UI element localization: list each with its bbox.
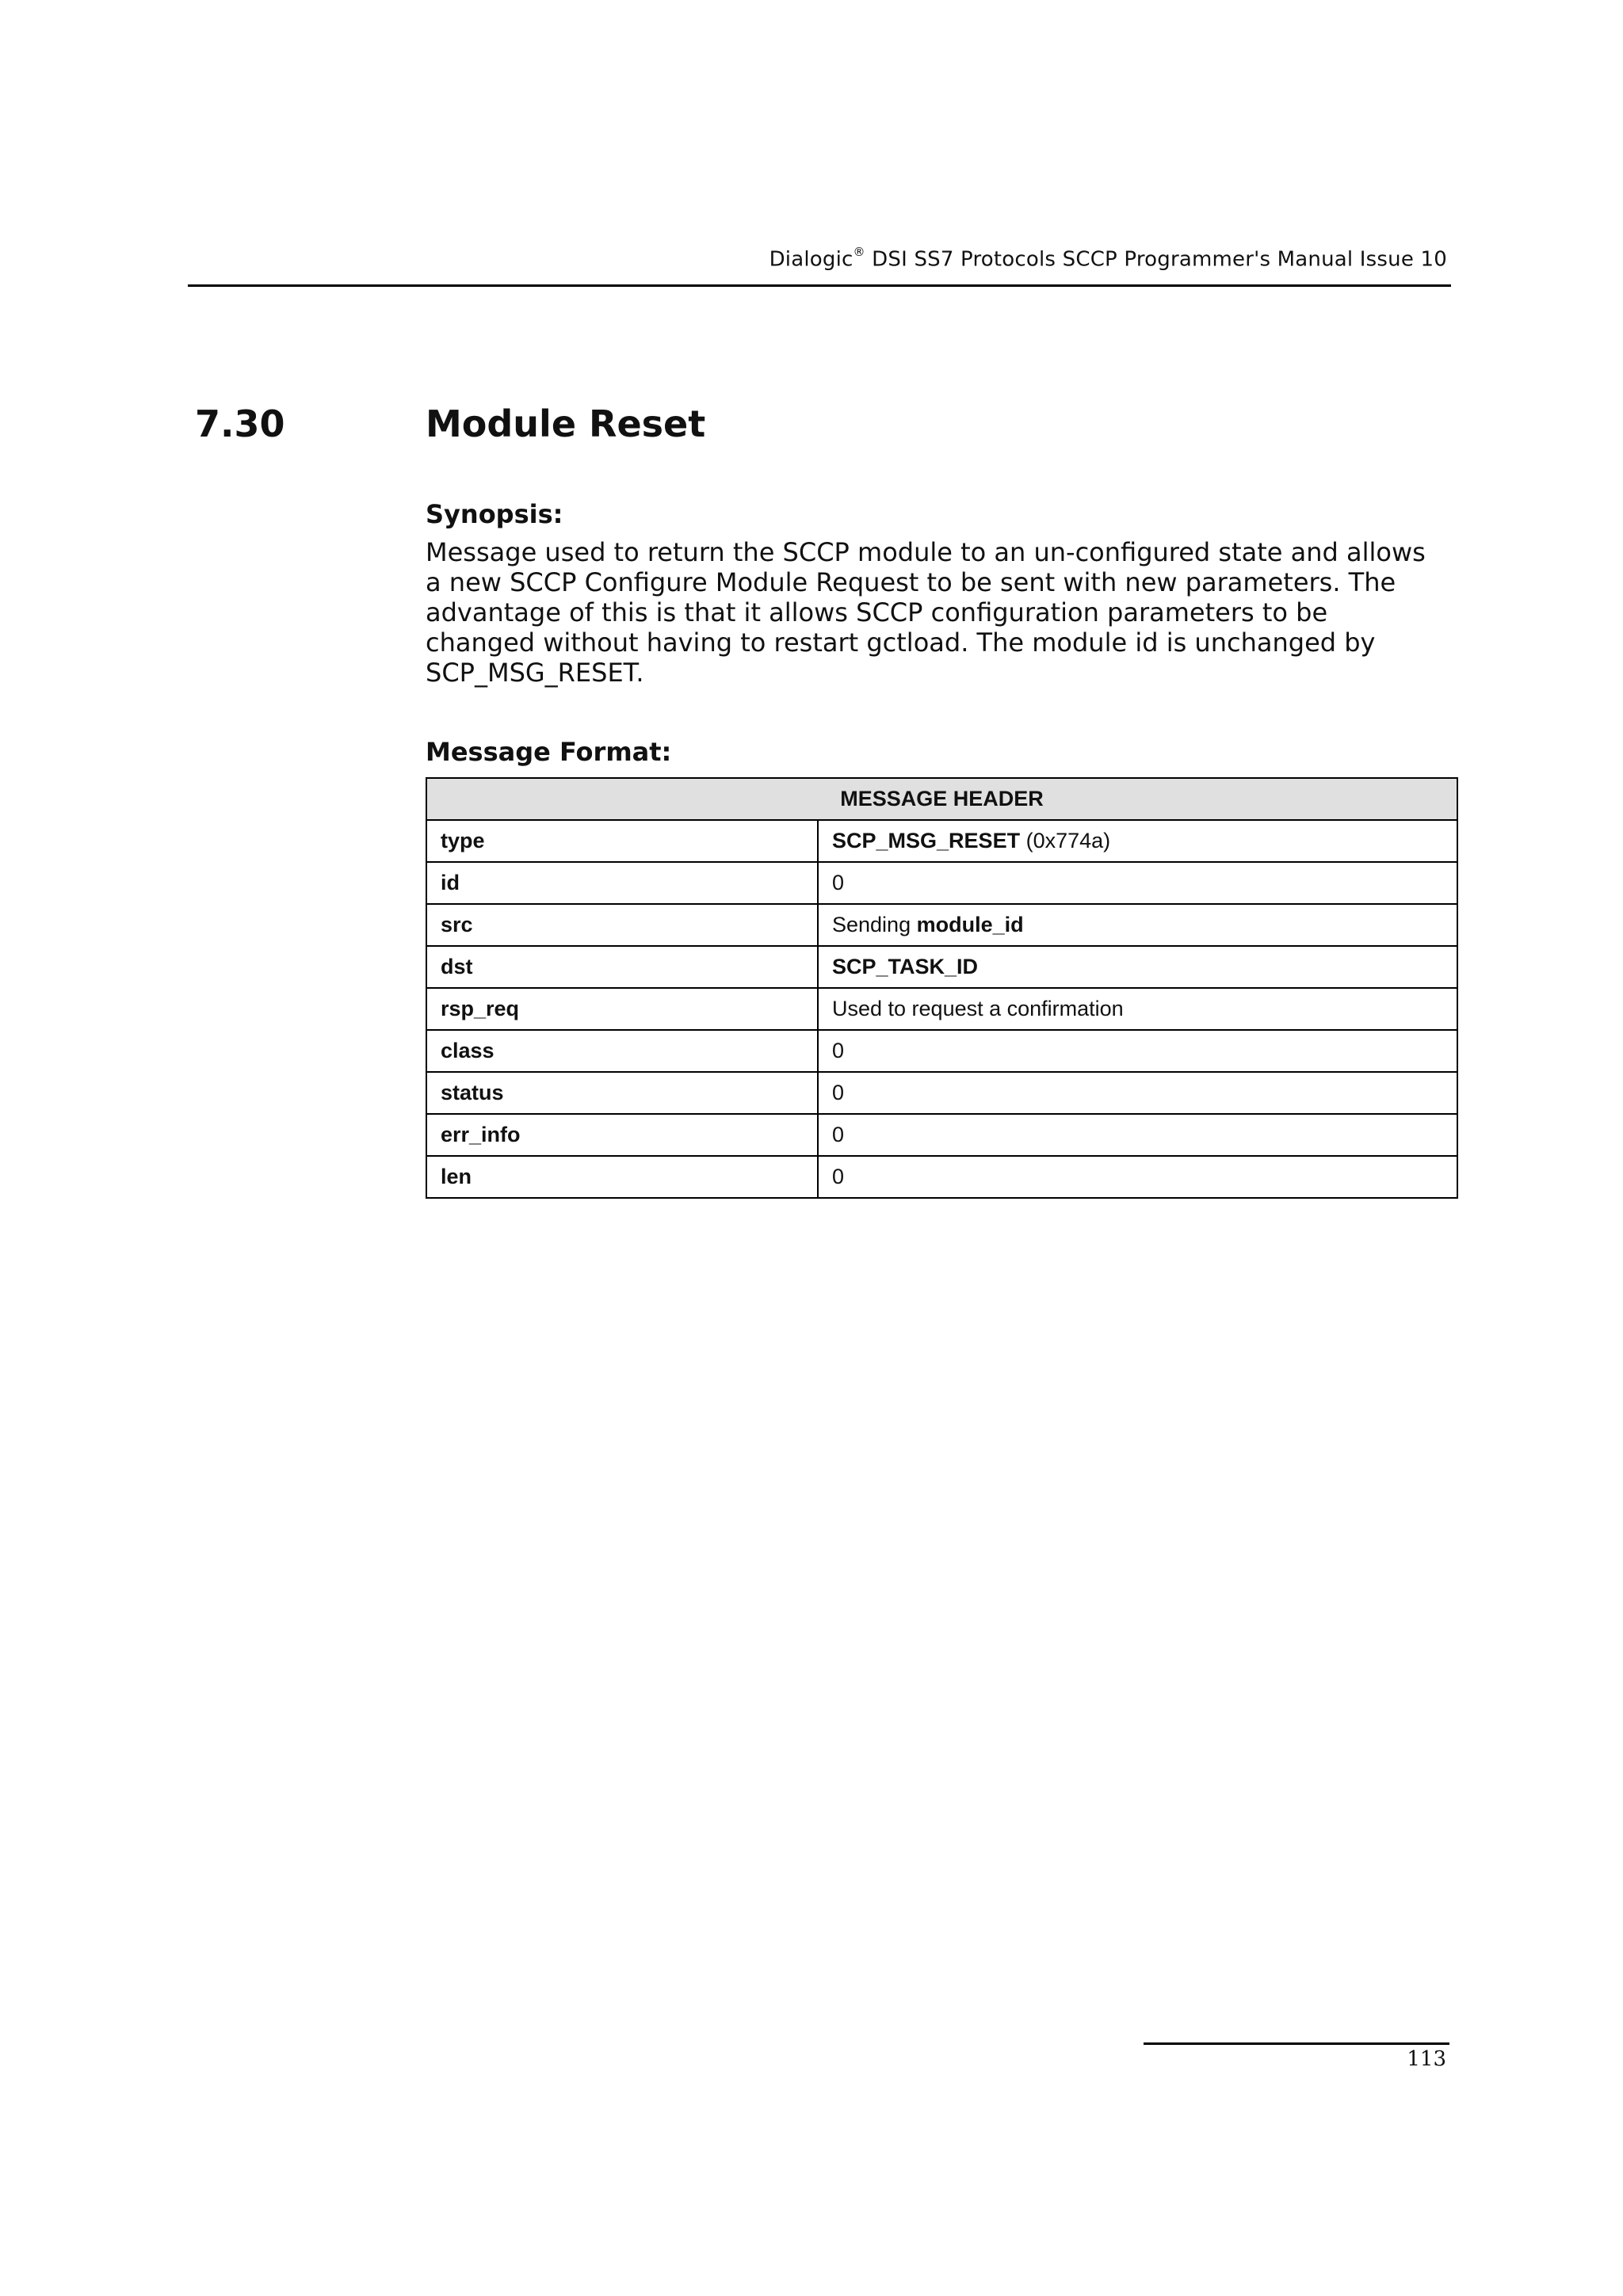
header-brand: Dialogic: [769, 247, 854, 272]
field-value: [818, 946, 1457, 988]
table-header: MESSAGE HEADER: [426, 778, 1457, 820]
value-bold: module_id: [916, 913, 1024, 936]
field-name: status: [426, 1072, 818, 1114]
value-bold: SCP_TASK_ID: [832, 955, 979, 978]
table-row: [426, 1072, 1457, 1114]
registered-mark: ®: [853, 245, 865, 259]
message-format-heading: Message Format:: [426, 737, 672, 767]
field-name: err_info: [426, 1114, 818, 1156]
table-header-row: [426, 778, 1457, 820]
footer-rule: [1144, 2042, 1449, 2045]
value-plain: (0x774a): [1020, 829, 1111, 852]
section-title: Module Reset: [426, 402, 706, 445]
table-row: [426, 1114, 1457, 1156]
synopsis-text: Message used to return the SCCP module to an un-configured state and allows a new SCCP Configure Module Request to be sent with new parameters. The advantage of this is that it allows SCCP configuration parameters to be changed without having to restart gctload. The module id is unchanged by SCP_MSG_RESET.: [426, 537, 1426, 688]
field-name: class: [426, 1030, 818, 1072]
header-title: DSI SS7 Protocols SCCP Programmer's Manual Issue 10: [865, 247, 1447, 272]
field-value: Used to request a confirmation: [818, 988, 1457, 1030]
table-row: [426, 820, 1457, 862]
field-value: 0: [818, 862, 1457, 904]
field-name: id: [426, 862, 818, 904]
table-row: [426, 1156, 1457, 1198]
running-header: [769, 247, 1447, 272]
field-name: type: [426, 820, 818, 862]
table-row: [426, 1030, 1457, 1072]
message-format-table: [426, 777, 1458, 1199]
field-value: 0: [818, 1114, 1457, 1156]
table-row: [426, 904, 1457, 946]
field-value: 0: [818, 1030, 1457, 1072]
field-value: 0: [818, 1156, 1457, 1198]
field-name: len: [426, 1156, 818, 1198]
table-row: [426, 946, 1457, 988]
field-name: src: [426, 904, 818, 946]
synopsis-heading: Synopsis:: [426, 499, 563, 529]
field-name: dst: [426, 946, 818, 988]
table-row: [426, 862, 1457, 904]
section-number: 7.30: [195, 402, 285, 445]
value-plain: Sending: [832, 913, 917, 936]
field-value: 0: [818, 1072, 1457, 1114]
header-rule: [188, 284, 1451, 287]
field-name: rsp_req: [426, 988, 818, 1030]
field-value: [818, 904, 1457, 946]
field-value: [818, 820, 1457, 862]
page-number: 113: [1407, 2047, 1446, 2071]
table-row: [426, 988, 1457, 1030]
value-bold: SCP_MSG_RESET: [832, 829, 1021, 852]
